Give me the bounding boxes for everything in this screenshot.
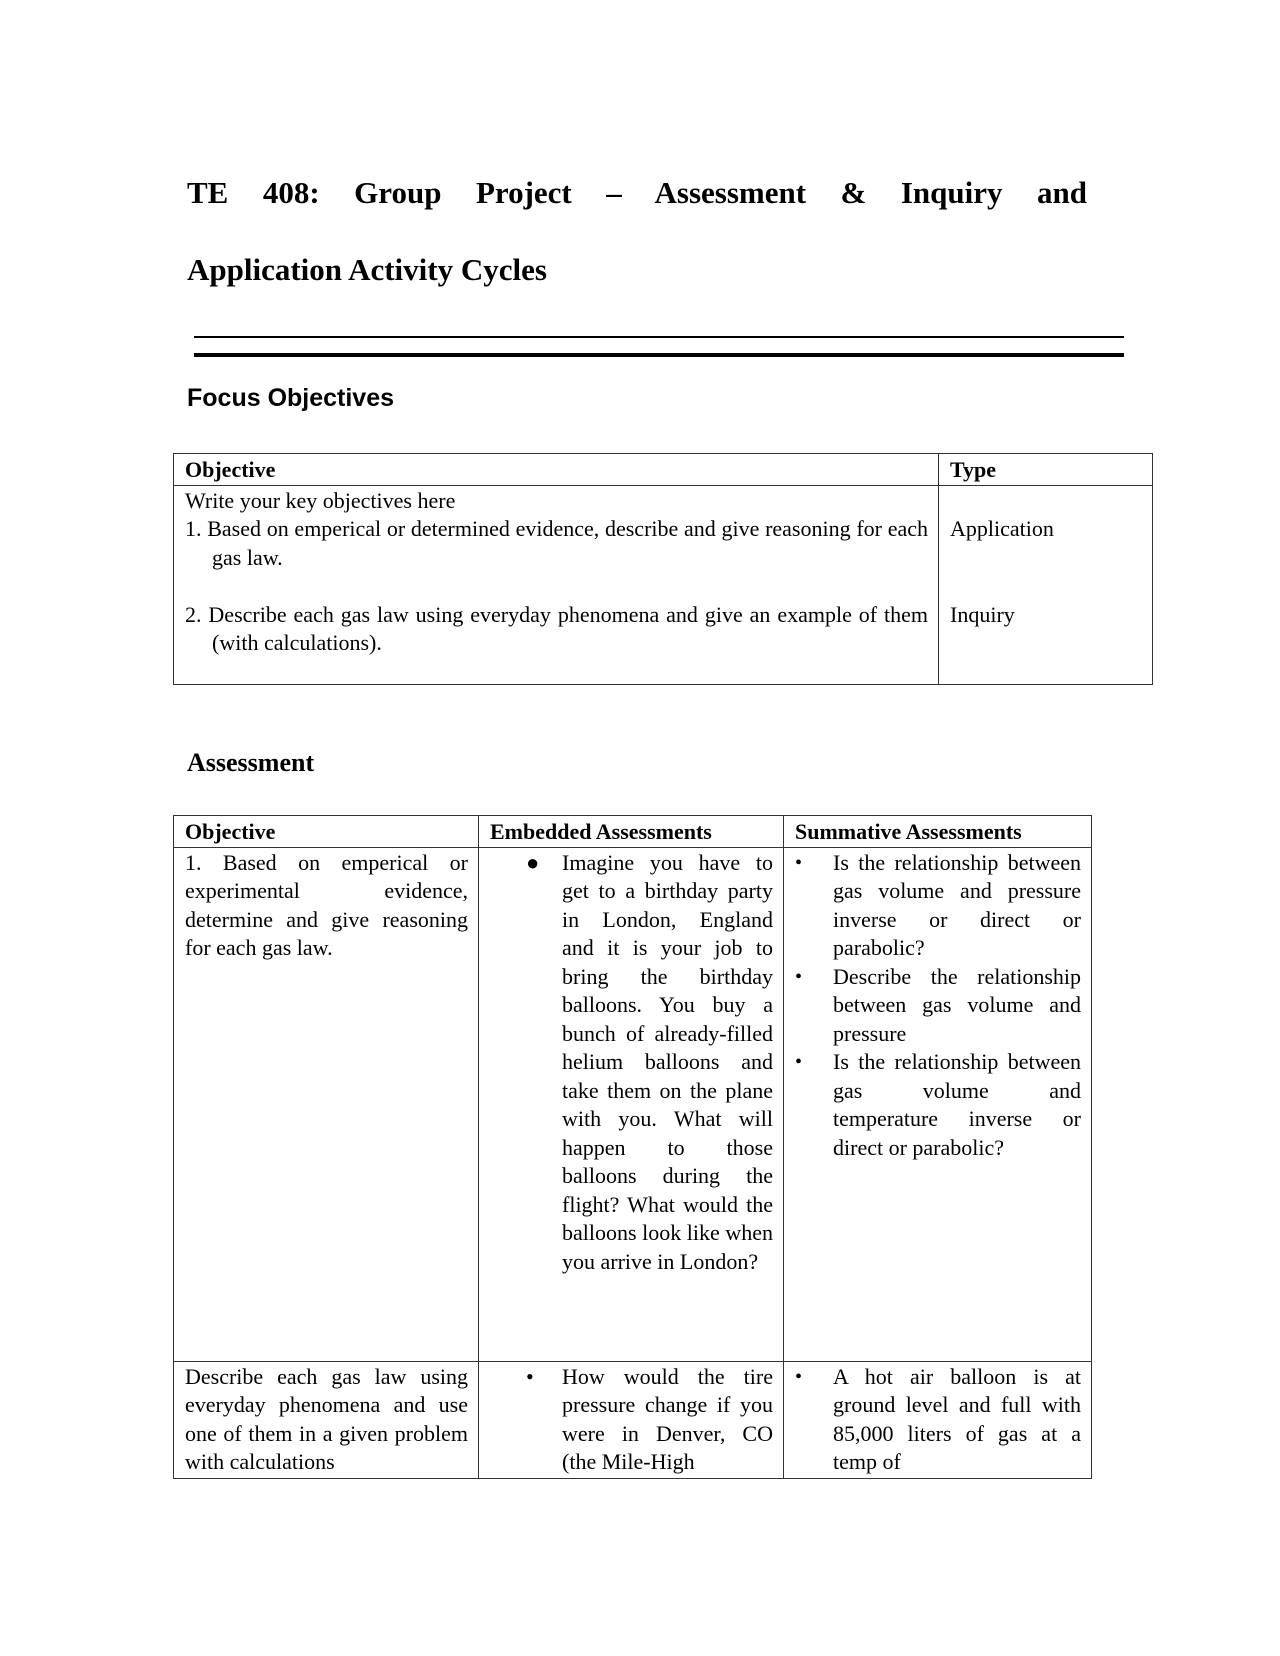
objective-type-2: Inquiry (950, 601, 1015, 627)
table-row (174, 847, 1092, 1361)
list-item: • Describe the relationship between gas volume and pressure (795, 963, 1081, 1046)
focus-objectives-heading: Focus Objectives (187, 384, 395, 412)
objective-type-1: Application (950, 516, 1054, 541)
bullet-icon: • (795, 1365, 803, 1388)
bullet-icon: • (526, 1363, 534, 1389)
table-header-row (174, 454, 1153, 486)
embedded-cell (479, 847, 784, 1361)
table-header-row (174, 816, 1092, 848)
list-item: ● Imagine you have to get to a birthday party in London, England and it is your job to bring the birthday balloons. You buy a bunch of already-filled helium balloons and take them on the plane with you. What will happen to those balloons during the flight? What would the balloons look like when you arrive in London? (526, 849, 773, 1274)
table-row (174, 485, 1153, 684)
objective-item-2: 2. Describe each gas law using everyday phenomena and give an example of them (with calculations). (185, 601, 928, 655)
summative-cell (784, 1361, 1092, 1478)
assessment-heading: Assessment (187, 748, 315, 777)
column-header-objective: Objective (174, 454, 939, 486)
column-header-objective: Objective (174, 816, 479, 848)
list-item: • Is the relationship between gas volume and pressure inverse or direct or parabolic? (795, 849, 1081, 960)
summative-cell (784, 847, 1092, 1361)
table-row (174, 1361, 1092, 1478)
column-header-summative: Summative Assessments (784, 816, 1092, 848)
column-header-type: Type (939, 454, 1153, 486)
types-cell (939, 485, 1153, 684)
document-title-line-2: Application Activity Cycles (187, 252, 547, 287)
document-title-line-1: TE 408: Group Project – Assessment & Inquiry and (187, 175, 1087, 210)
objective-cell: 1. Based on emperical or experimental evidence, determine and give reasoning for each gas law. (174, 847, 479, 1361)
list-item: • Is the relationship between gas volume and temperature inverse or direct or parabolic? (795, 1049, 1081, 1160)
bullet-icon: • (795, 1051, 803, 1073)
focus-objectives-table (173, 453, 1153, 685)
divider-thick (194, 353, 1124, 357)
bullet-icon: • (795, 851, 803, 874)
objectives-intro: Write your key objectives here (185, 487, 456, 513)
bullet-icon: • (795, 965, 803, 988)
list-item: • A hot air balloon is at ground level and full with 85,000 liters of gas at a temp of (795, 1363, 1081, 1474)
objective-item-1: 1. Based on emperical or determined evidence, describe and give reasoning for each gas law. (185, 516, 928, 570)
objective-cell: Describe each gas law using everyday phenomena and use one of them in a given problem with calculations (174, 1361, 479, 1478)
bullet-icon: ● (526, 849, 540, 875)
assessment-table (173, 815, 1092, 1479)
embedded-cell (479, 1361, 784, 1478)
column-header-embedded: Embedded Assessments (479, 816, 784, 848)
list-item: • How would the tire pressure change if you were in Denver, CO (the Mile-High (526, 1363, 773, 1474)
objectives-cell (174, 485, 939, 684)
divider-thin (194, 336, 1124, 338)
